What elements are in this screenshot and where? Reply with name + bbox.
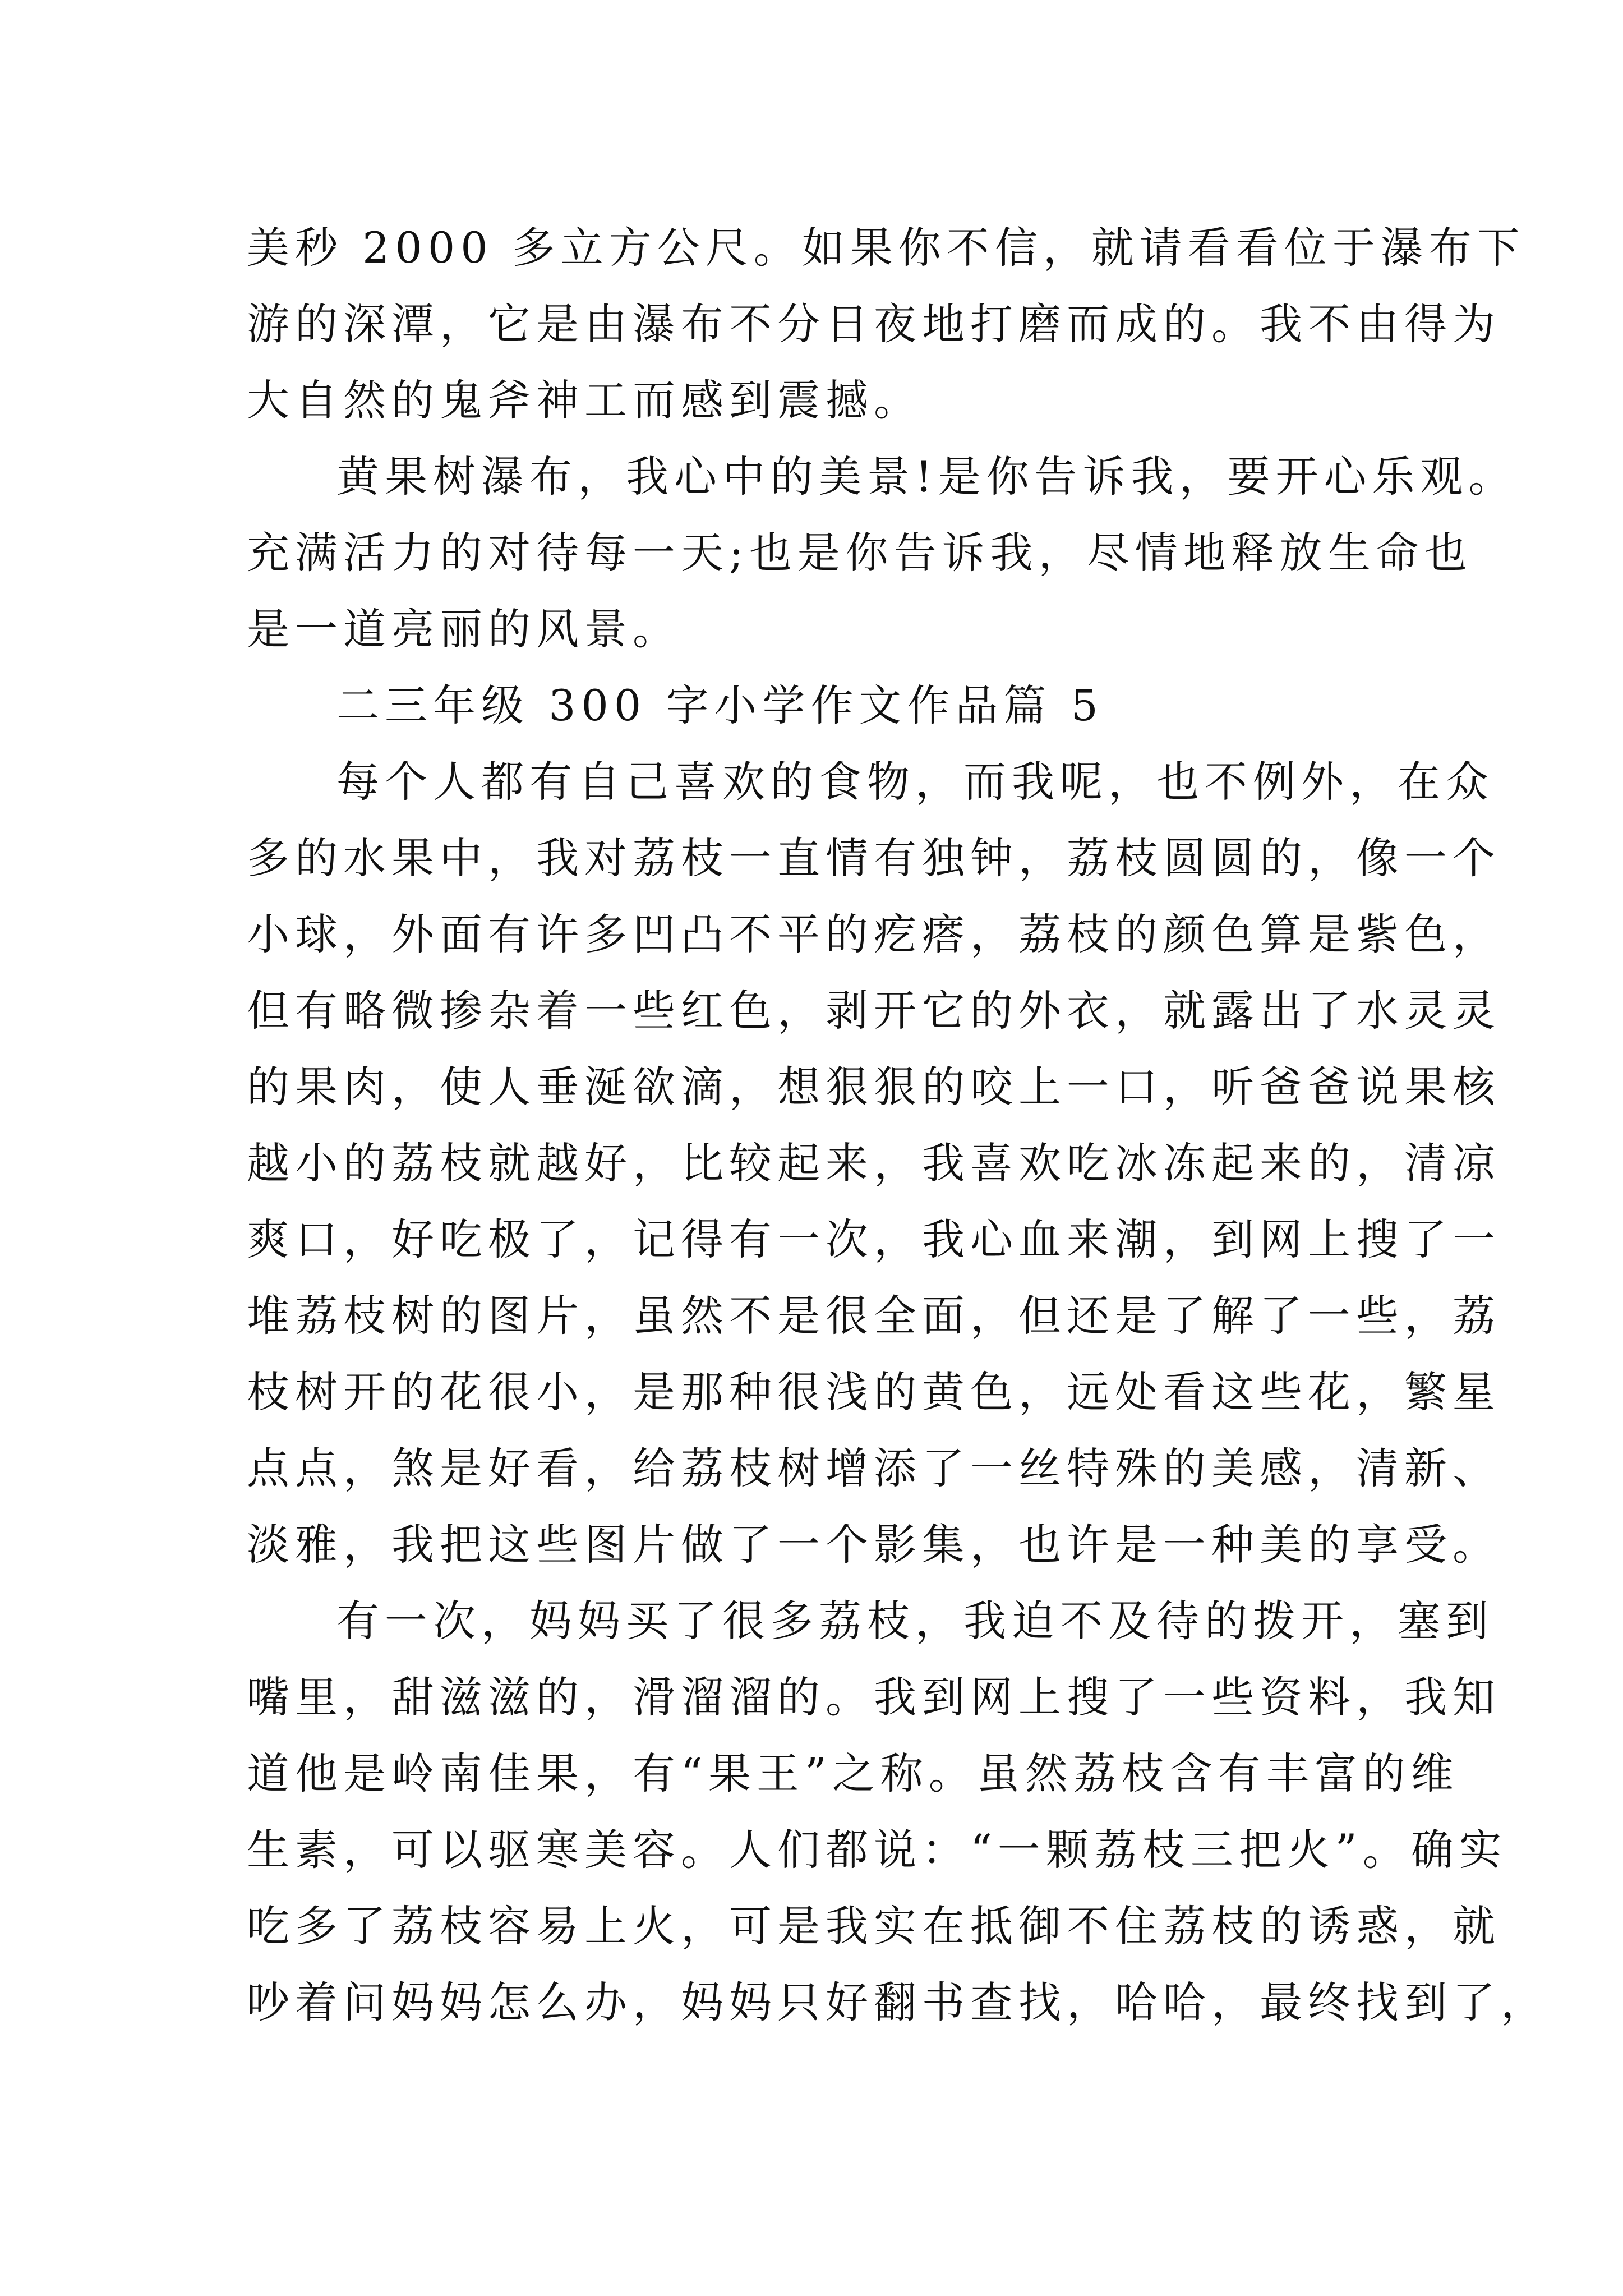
text-line: 爽口，好吃极了，记得有一次，我心血来潮，到网上搜了一 bbox=[247, 1214, 1501, 1264]
text-line: 嘴里，甜滋滋的，滑溜溜的。我到网上搜了一些资料，我知 bbox=[247, 1672, 1501, 1722]
text-line: 是一道亮丽的风景。 bbox=[247, 604, 681, 654]
text-line: 道他是岭南佳果，有“果王”之称。虽然荔枝含有丰富的维 bbox=[247, 1749, 1459, 1798]
text-line: 点点，煞是好看，给荔枝树增添了一丝特殊的美感，清新、 bbox=[247, 1443, 1501, 1493]
text-line: 但有略微掺杂着一些红色，剥开它的外衣，就露出了水灵灵 bbox=[247, 986, 1501, 1036]
document-body bbox=[247, 210, 1549, 2041]
text-line: 充满活力的对待每一天;也是你告诉我，尽情地释放生命也 bbox=[247, 528, 1473, 578]
section-heading: 二三年级 300 字小学作文作品篇 5 bbox=[336, 680, 1104, 730]
text-line: 黄果树瀑布，我心中的美景!是你告诉我，要开心乐观。 bbox=[336, 452, 1517, 501]
text-line: 美秒 2000 多立方公尺。如果你不信，就请看看位于瀑布下 bbox=[247, 223, 1525, 273]
text-line: 生素，可以驱寒美容。人们都说：“一颗荔枝三把火”。确实 bbox=[247, 1825, 1507, 1875]
text-line: 吃多了荔枝容易上火，可是我实在抵御不住荔枝的诱惑，就 bbox=[247, 1901, 1501, 1951]
text-line: 小球，外面有许多凹凸不平的疙瘩，荔枝的颜色算是紫色， bbox=[247, 909, 1501, 959]
text-line: 游的深潭，它是由瀑布不分日夜地打磨而成的。我不由得为 bbox=[247, 299, 1501, 349]
text-line: 枝树开的花很小，是那种很浅的黄色，远处看这些花，繁星 bbox=[247, 1367, 1501, 1417]
text-line: 吵着问妈妈怎么办，妈妈只好翻书查找，哈哈，最终找到了， bbox=[247, 1977, 1549, 2027]
text-line: 的果肉，使人垂涎欲滴，想狠狠的咬上一口，听爸爸说果核 bbox=[247, 1062, 1501, 1112]
text-line: 淡雅，我把这些图片做了一个影集，也许是一种美的享受。 bbox=[247, 1520, 1501, 1570]
text-line: 堆荔枝树的图片，虽然不是很全面，但还是了解了一些，荔 bbox=[247, 1291, 1501, 1341]
text-line: 多的水果中，我对荔枝一直情有独钟，荔枝圆圆的，像一个 bbox=[247, 833, 1501, 883]
text-line: 大自然的鬼斧神工而感到震撼。 bbox=[247, 375, 922, 425]
text-line: 每个人都有自己喜欢的食物，而我呢，也不例外，在众 bbox=[336, 757, 1494, 807]
text-line: 有一次，妈妈买了很多荔枝，我迫不及待的拨开，塞到 bbox=[336, 1596, 1494, 1646]
text-line: 越小的荔枝就越好，比较起来，我喜欢吃冰冻起来的，清凉 bbox=[247, 1138, 1501, 1188]
